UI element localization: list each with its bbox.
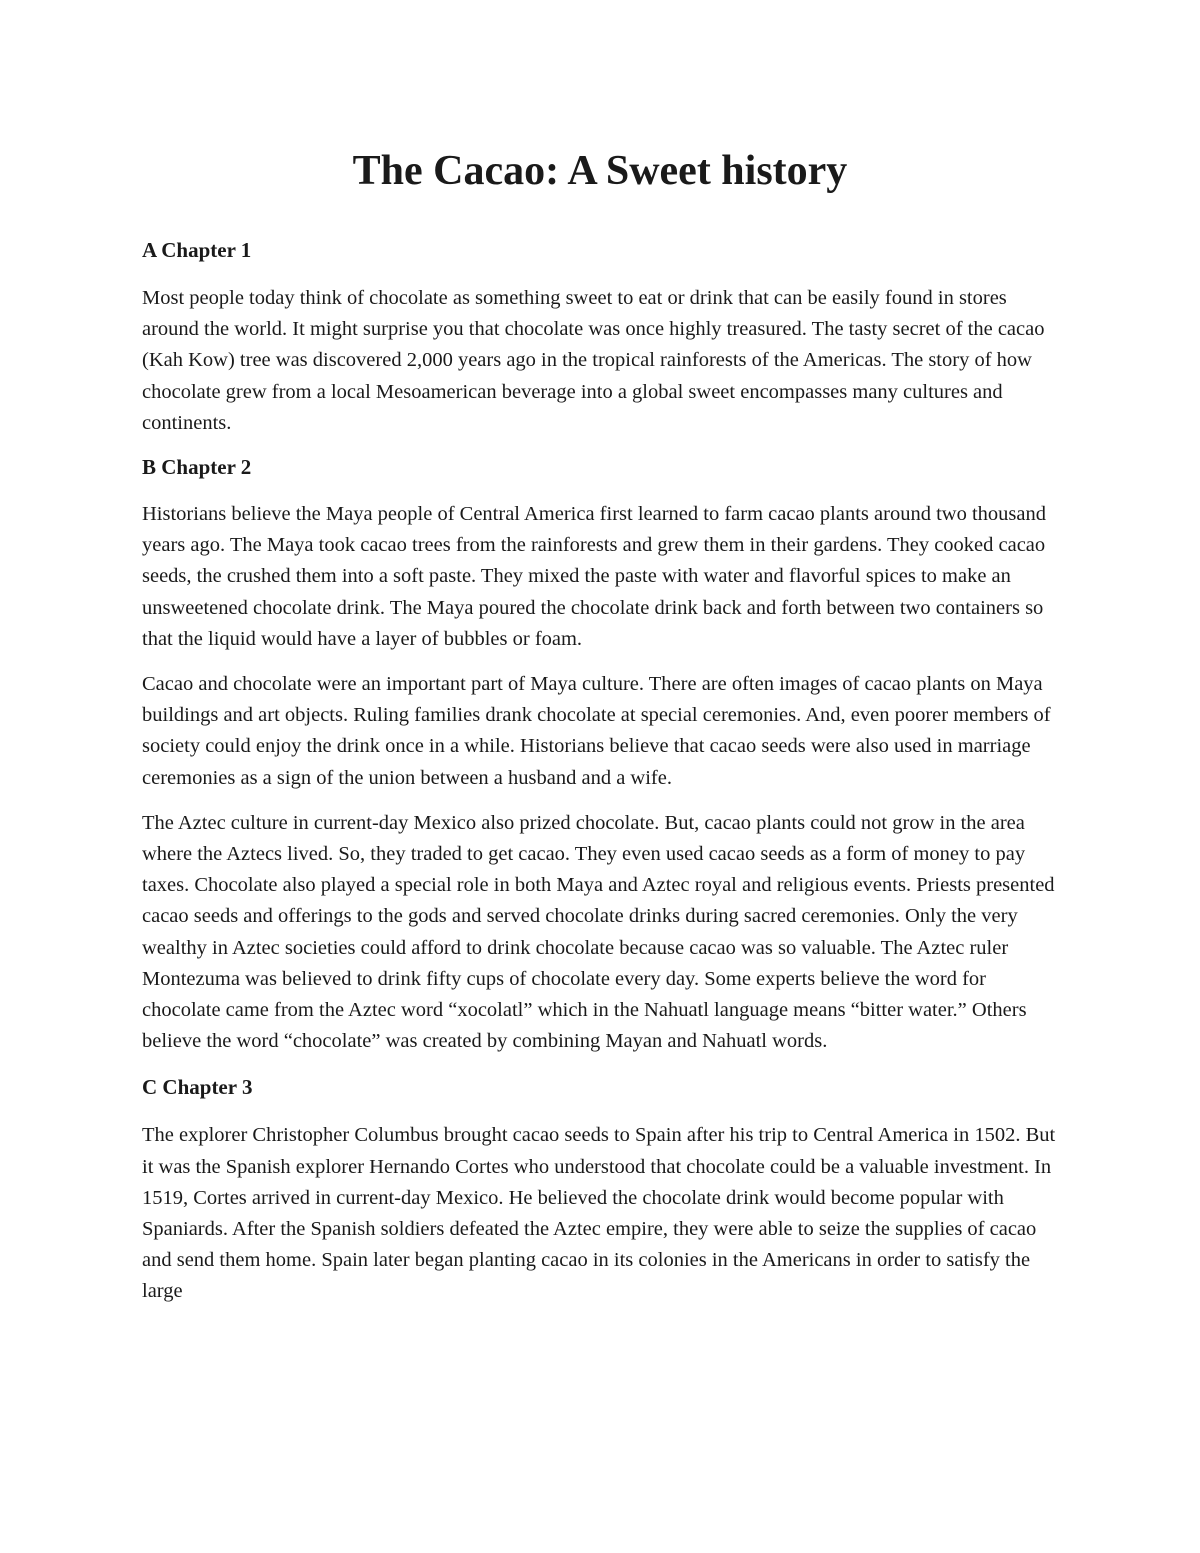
chapter-2-paragraph-3: The Aztec culture in current-day Mexico also prized chocolate. But, cacao plants could not grow in the area where the Aztecs lived. So, they traded to get cacao. They even used cacao seeds as a form of money to pay taxes. Chocolate also played a special role in both Maya and Aztec royal and religious events. Priests presented cacao seeds and offerings to the gods and served chocolate drinks during sacred ceremonies. Only the very wealthy in Aztec societies could afford to drink chocolate because cacao was so valuable. The Aztec ruler Montezuma was believed to drink fifty cups of chocolate every day. Some experts believe the word for chocolate came from the Aztec word “xocolatl” which in the Nahuatl language means “bitter water.” Others believe the word “chocolate” was created by combining Mayan and Nahuatl words.: [142, 811, 1055, 1053]
chapter-1-paragraph-1: Most people today think of chocolate as something sweet to eat or drink that can be easily found in stores around the world. It might surprise you that chocolate was once highly treasured. The tasty secret of the cacao (Kah Kow) tree was discovered 2,000 years ago in the tropical rainforests of the Americas. The story of how chocolate grew from a local Mesoamerican beverage into a global sweet encompasses many cultures and continents.: [142, 287, 1045, 434]
chapter-2-heading: B Chapter 2: [142, 455, 252, 480]
chapter-3-heading: C Chapter 3: [142, 1075, 253, 1100]
chapter-2-paragraph-2: Cacao and chocolate were an important part of Maya culture. There are often images of cacao plants on Maya buildings and art objects. Ruling families drank chocolate at special ceremonies. And, even poorer members of society could enjoy the drink once in a while. Historians believe that cacao seeds were also used in marriage ceremonies as a sign of the union between a husband and a wife.: [142, 673, 1051, 789]
document-page: [142, 0, 1067, 1308]
document-title: The Cacao: A Sweet history: [352, 148, 848, 194]
chapter-3-paragraph-1: The explorer Christopher Columbus brought cacao seeds to Spain after his trip to Central America in 1502. But it was the Spanish explorer Hernando Cortes who understood that chocolate could be a valuable investment. In 1519, Cortes arrived in current-day Mexico. He believed the chocolate drink would become popular with Spaniards. After the Spanish soldiers defeated the Aztec empire, they were able to seize the supplies of cacao and send them home. Spain later began planting cacao in its colonies in the Americans in order to satisfy the large: [142, 1124, 1056, 1303]
chapter-2-paragraph-1: Historians believe the Maya people of Central America first learned to farm cacao plants around two thousand years ago. The Maya took cacao trees from the rainforests and grew them in their gardens. They cooked cacao seeds, the crushed them into a soft paste. They mixed the paste with water and flavorful spices to make an unsweetened chocolate drink. The Maya poured the chocolate drink back and forth between two containers so that the liquid would have a layer of bubbles or foam.: [142, 503, 1046, 650]
chapter-1-heading: A Chapter 1: [142, 238, 252, 262]
